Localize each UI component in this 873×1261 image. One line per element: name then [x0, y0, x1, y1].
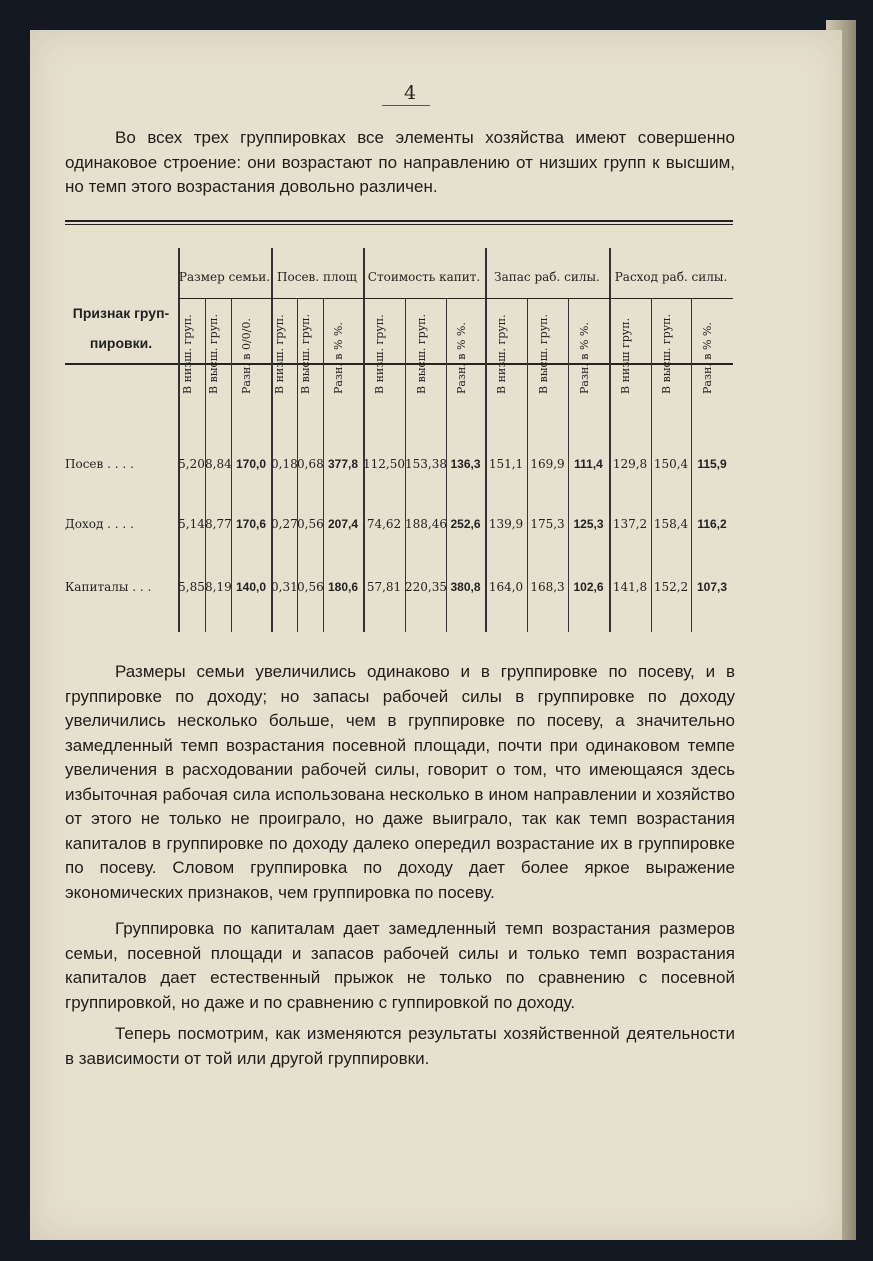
- table-cell: 5,14: [178, 517, 205, 531]
- table-cell: 180,6: [327, 580, 359, 594]
- column-subheader: Разн. в % %.: [701, 322, 714, 394]
- column-subheader: В высш. груп.: [299, 313, 312, 394]
- table-top-rule: [65, 220, 733, 222]
- paragraph-1-text: Размеры семьи увеличились одинаково и в группировке по посеву, и в группировке по доходу; но запасы рабочей силы в группировке по доходу увеличились несколько больше, чем в группировке по посеву, а значительно замедленный темп возрастания посевной площади, почти при одинаковом темпе увеличения в расходовании рабочей силы, говорит о том, что имеющаяся здесь избыточная рабочая сила использована несколько в ином направлении и хозяйство от этого не только не проиграло, но даже выиграло, так как темп возрастания капиталов в группировке по доходу далеко опередил возрастание их в группировке по посеву. Словом группировка по доходу дает более яркое выражение экономических признаков, чем группировка по посеву.: [65, 662, 735, 902]
- column-subheader: В низш. груп.: [273, 314, 286, 394]
- table-cell: 111,4: [574, 457, 603, 471]
- table-cell: 107,3: [696, 580, 728, 594]
- column-subheader: Разн. в 0/0/0.: [240, 318, 253, 394]
- group-divider: [609, 248, 611, 632]
- table-cell: 151,1: [488, 457, 524, 471]
- column-subheader: Разн. в % %.: [332, 322, 345, 394]
- column-subheader: В низш. груп.: [373, 314, 386, 394]
- table-cell: 5,20: [178, 457, 205, 471]
- paragraph-3-text: Теперь посмотрим, как изменяются результаты хозяйственной деятельности в зависимости от той или другой группировки.: [65, 1024, 735, 1068]
- table-cell: 139,9: [488, 517, 524, 531]
- table-cell: 380,8: [450, 580, 481, 594]
- row-label: Посев . . . .: [65, 457, 134, 471]
- page-number: 4: [403, 82, 417, 104]
- table-cell: 252,6: [450, 517, 481, 531]
- table-cell: 129,8: [612, 457, 648, 471]
- paragraph-2: [65, 917, 735, 1015]
- table-cell: 188,46: [405, 517, 447, 531]
- group-divider: [178, 248, 180, 632]
- table-cell: 136,3: [450, 457, 481, 471]
- column-subheader: Разн. в % %.: [577, 322, 591, 394]
- table-cell: 141,8: [612, 580, 648, 594]
- corner-label: Признак груп-пировки.: [72, 305, 170, 351]
- table-cell: 57,81: [366, 580, 402, 594]
- paragraph-1: [65, 660, 735, 905]
- table-cell: 169,9: [530, 457, 565, 471]
- column-subheader: В высш. груп.: [536, 313, 550, 394]
- table-cell: 0,68: [297, 457, 324, 471]
- group-header: Размер семьи.: [178, 270, 271, 284]
- table-cell: 168,3: [530, 580, 565, 594]
- group-header: Стоимость капит.: [367, 270, 481, 284]
- document-page: [30, 30, 842, 1240]
- group-header-rule: [178, 298, 733, 299]
- table-cell: 5,85: [178, 580, 205, 594]
- group-header: Запас раб. силы.: [494, 270, 600, 284]
- paragraph-2-text: Группировка по капиталам дает замедленный темп возрастания размеров семьи, посевной площади и запасов рабочей силы и только темп возрастания капиталов дает естественный прыжок не только по сравнению с посевной группировкой, но даже и по сравнению с гуппировкой по доходу.: [65, 919, 735, 1012]
- table-cell: 116,2: [697, 517, 727, 531]
- table-cell: 170,0: [235, 457, 267, 471]
- column-subheader: В низш. груп.: [495, 314, 508, 394]
- row-label: Доход . . . .: [65, 517, 134, 531]
- intro-paragraph: [65, 126, 735, 200]
- table-cell: 8,84: [205, 457, 232, 471]
- table-cell: 74,62: [366, 517, 402, 531]
- table-cell: 112,50: [363, 457, 405, 471]
- table-cell: 137,2: [612, 517, 648, 531]
- table-cell: 377,8: [327, 457, 359, 471]
- table-cell: 158,4: [653, 517, 689, 531]
- column-subheader: В низш. груп.: [180, 314, 194, 394]
- table-cell: 102,6: [573, 580, 604, 594]
- table-cell: 125,3: [573, 517, 604, 531]
- intro-text: Во всех трех группировках все элементы хозяйства имеют совершенно одинаковое строение: они возрастают по направлению от низших групп к высшим, но темп этого возрастания довольно различен.: [65, 128, 735, 196]
- page-number-rule: [382, 105, 430, 106]
- table-cell: 8,19: [205, 580, 232, 594]
- table-cell: 170,6: [235, 517, 267, 531]
- table-cell: 164,0: [488, 580, 524, 594]
- column-subheader: Разн. в % %.: [454, 322, 468, 394]
- group-divider: [485, 248, 487, 632]
- row-label: Капиталы . . .: [65, 580, 152, 594]
- table-cell: 0,27: [271, 517, 298, 531]
- table-top-rule-2: [65, 224, 733, 225]
- table-cell: 207,4: [327, 517, 359, 531]
- paragraph-3: [65, 1022, 735, 1071]
- table-cell: 0,56: [297, 580, 324, 594]
- group-header: Посев. площ: [277, 270, 357, 284]
- column-subheader: В высш. груп.: [660, 313, 673, 394]
- table-cell: 115,9: [697, 457, 727, 471]
- table-cell: 150,4: [653, 457, 689, 471]
- table-cell: 175,3: [530, 517, 565, 531]
- column-subheader: В высш. груп.: [207, 313, 220, 394]
- column-subheader: В низш груп.: [619, 317, 632, 394]
- table-cell: 0,56: [297, 517, 324, 531]
- table-cell: 140,0: [235, 580, 267, 594]
- group-header: Расход раб. силы.: [614, 270, 728, 284]
- table-cell: 0,31: [271, 580, 298, 594]
- table-cell: 0,18: [271, 457, 298, 471]
- group-divider: [363, 248, 365, 632]
- table-cell: 220,35: [405, 580, 447, 594]
- table-cell: 153,38: [405, 457, 447, 471]
- table-cell: 152,2: [653, 580, 689, 594]
- column-subheader: В высш. груп.: [414, 313, 428, 394]
- data-table: [65, 220, 733, 632]
- table-cell: 8,77: [205, 517, 232, 531]
